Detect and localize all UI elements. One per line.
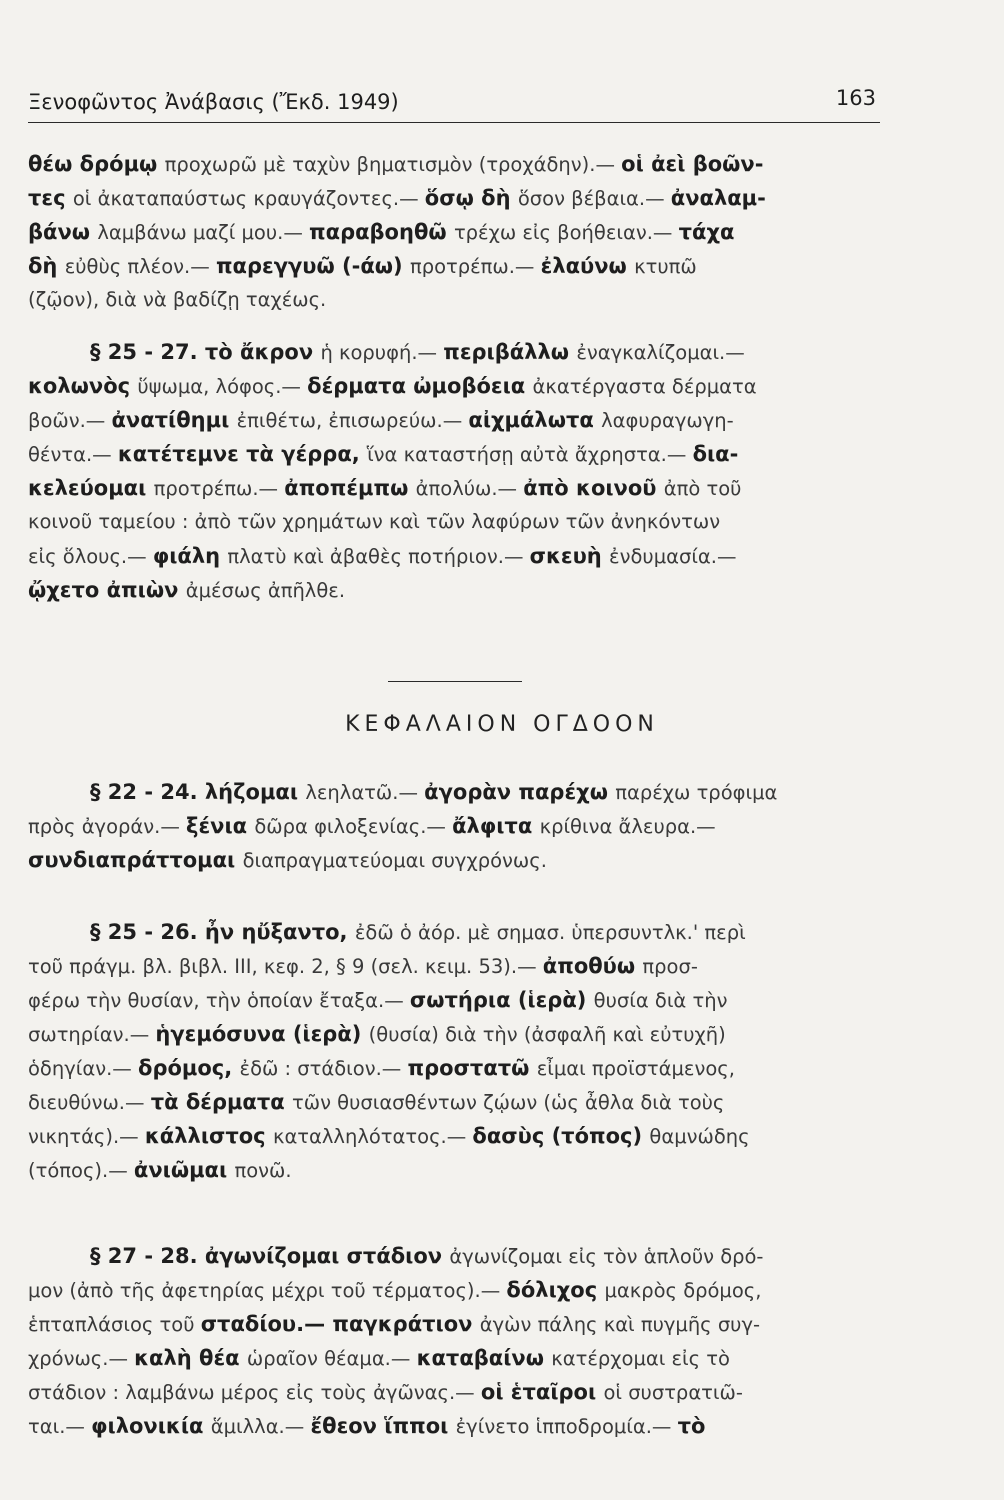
lemma: καλὴ θέα <box>134 1346 247 1370</box>
text-line <box>28 506 896 538</box>
gloss: λαμβάνω μαζί μου.— <box>97 221 310 244</box>
lemma: ἀνατίθημι <box>111 408 237 432</box>
lemma: οἱ ἀεὶ βοῶν- <box>621 152 764 176</box>
lemma: ἀποπέμπω <box>284 476 416 500</box>
gloss: ἐναγκαλίζομαι.— <box>576 341 745 364</box>
lemma: παρεγγυῶ (-άω) <box>215 254 410 278</box>
gloss: προσ- <box>642 955 698 978</box>
lemma: § 27 - 28. ἀγωνίζομαι στάδιον <box>90 1244 450 1268</box>
gloss: ἐγίνετο ἱπποδρομία.— <box>455 1415 678 1438</box>
gloss: πρὸς ἀγοράν.— <box>28 815 187 838</box>
gloss: οἱ ἀκαταπαύστως κραυγάζοντες.— <box>72 187 425 210</box>
gloss: ἐπιθέτω, ἐπισωρεύω.— <box>236 409 469 432</box>
running-header <box>28 82 880 123</box>
text-line <box>28 250 896 282</box>
lemma: θέω δρόμῳ <box>28 152 165 176</box>
gloss: νικητάς).— <box>28 1125 145 1148</box>
gloss: ὕψωμα, λόφος.— <box>137 375 308 398</box>
text-line <box>28 216 896 248</box>
gloss: λαφυραγωγη- <box>601 409 734 432</box>
lemma: δασὺς (τόπος) <box>472 1124 650 1148</box>
gloss: μον (ἀπὸ τῆς ἀφετηρίας μέχρι τοῦ τέρματος).— <box>28 1279 507 1302</box>
lemma: ἡγεμόσυνα (ἱερὰ) <box>155 1022 369 1046</box>
gloss: πλατὺ καὶ ἀβαθὲς ποτήριον.— <box>227 545 530 568</box>
lemma: § 25 - 26. ἦν ηὔξαντο, <box>90 920 355 944</box>
gloss: εἶμαι προϊστάμενος, <box>536 1057 735 1080</box>
text-line <box>28 1086 896 1118</box>
gloss: ἡ κορυφή.— <box>320 341 444 364</box>
gloss: διαπραγματεύομαι συγχρόνως. <box>242 849 547 872</box>
lemma: φιλονικία <box>91 1414 211 1438</box>
text-line <box>28 1342 896 1374</box>
lemma: δόλιχος <box>506 1278 605 1302</box>
gloss: κατέρχομαι εἰς τὸ <box>551 1347 730 1370</box>
gloss: βοῶν.— <box>28 409 112 432</box>
text-line <box>28 148 896 180</box>
gloss: ἐνδυμασία.— <box>609 545 737 568</box>
gloss: χρόνως.— <box>28 1347 135 1370</box>
text-line <box>28 370 896 402</box>
lemma: § 22 - 24. λήζομαι <box>90 780 306 804</box>
gloss: ὁδηγίαν.— <box>28 1057 139 1080</box>
text-line <box>28 1154 896 1186</box>
gloss: ἀπολύω.— <box>415 477 524 500</box>
section-divider <box>388 681 522 682</box>
lemma: τες <box>28 186 73 210</box>
gloss: τρέχω εἰς βοήθειαν.— <box>453 221 679 244</box>
gloss: καταλληλότατος.— <box>272 1125 473 1148</box>
gloss: φέρω τὴν θυσίαν, τὴν ὁποίαν ἔταξα.— <box>28 989 410 1012</box>
text-line <box>28 1376 896 1408</box>
gloss: τῶν θυσιασθέντων ζῴων (ὡς ἆθλα διὰ τοὺς <box>292 1091 725 1114</box>
lemma: κατέτεμνε τὰ γέρρα, <box>117 442 368 466</box>
chapter-heading: ΚΕΦΑΛΑΙΟΝ ΟΓΔΟΟΝ <box>345 712 659 737</box>
gloss: δῶρα φιλοξενίας.— <box>254 815 453 838</box>
lemma: φιάλη <box>152 544 228 568</box>
lemma: ἀνιῶμαι <box>133 1158 235 1182</box>
text-line <box>28 1052 896 1084</box>
gloss: θαμνώδης <box>649 1125 750 1148</box>
lemma: ἀγορὰν παρέχω <box>424 780 616 804</box>
gloss: παρέχω τρόφιμα <box>615 781 778 804</box>
lemma: παραβοηθῶ <box>309 220 454 244</box>
lemma: καταβαίνω <box>416 1346 552 1370</box>
gloss: ἀμέσως ἀπῆλθε. <box>185 579 346 602</box>
gloss: κτυπῶ <box>634 255 697 278</box>
lemma: δέρματα ὠμοβόεια <box>307 374 533 398</box>
gloss: ἀγὼν πάλης καὶ πυγμῆς συγ- <box>479 1313 761 1336</box>
lemma: δια- <box>692 442 739 466</box>
gloss: ἀγωνίζομαι εἰς τὸν ἁπλοῦν δρό- <box>449 1245 764 1268</box>
text-line <box>28 336 958 368</box>
text-line <box>28 1410 896 1442</box>
text-line <box>28 1120 896 1152</box>
gloss: προχωρῶ μὲ ταχὺν βηματισμὸν (τροχάδην).— <box>164 153 622 176</box>
lemma: ἐλαύνω <box>540 254 635 278</box>
gloss: κοινοῦ ταμείου : ἀπὸ τῶν χρημάτων καὶ τῶν λαφύρων τῶν ἀνηκόντων <box>28 510 721 533</box>
lemma: ᾤχετο ἀπιὼν <box>28 578 186 602</box>
lemma: ἀπὸ κοινοῦ <box>523 476 664 500</box>
gloss: ἐδῶ ὁ ἀόρ. μὲ σημασ. ὑπερσυντλκ.' περὶ <box>354 921 746 944</box>
text-line <box>28 916 958 948</box>
gloss: ὡραῖον θέαμα.— <box>246 1347 417 1370</box>
gloss: στάδιον : λαμβάνω μέρος εἰς τοὺς ἀγῶνας.— <box>28 1381 481 1404</box>
lemma: τὰ δέρματα <box>150 1090 292 1114</box>
text-line <box>28 1274 896 1306</box>
lemma: ὅσῳ δὴ <box>424 186 518 210</box>
lemma: σκευὴ <box>529 544 610 568</box>
lemma: δρόμος, <box>138 1056 240 1080</box>
lemma: δὴ <box>28 254 65 278</box>
gloss: ἐδῶ : στάδιον.— <box>239 1057 408 1080</box>
gloss: (ζῷον), διὰ νὰ βαδίζῃ ταχέως. <box>28 288 327 311</box>
gloss: ἵνα καταστήσῃ αὐτὰ ἄχρηστα.— <box>367 443 693 466</box>
text-line <box>28 574 896 606</box>
lemma: βάνω <box>28 220 98 244</box>
lemma: ξένια <box>186 814 255 838</box>
gloss: ται.— <box>28 1415 92 1438</box>
text-line <box>28 284 896 316</box>
gloss: ἅμιλλα.— <box>210 1415 311 1438</box>
lemma: αἰχμάλωτα <box>468 408 602 432</box>
gloss: προτρέπω.— <box>409 255 541 278</box>
gloss: (θυσία) διὰ τὴν (ἀσφαλῆ καὶ εὐτυχῆ) <box>368 1023 726 1046</box>
gloss: σωτηρίαν.— <box>28 1023 156 1046</box>
lemma: περιβάλλω <box>443 340 577 364</box>
gloss: κρίθινα ἄλευρα.— <box>539 815 716 838</box>
gloss: ὅσον βέβαια.— <box>517 187 671 210</box>
gloss: ἀκατέργαστα δέρματα <box>532 375 757 398</box>
text-line <box>28 950 896 982</box>
lemma: σωτήρια (ἱερὰ) <box>409 988 594 1012</box>
text-line <box>28 438 896 470</box>
gloss: πονῶ. <box>234 1159 292 1182</box>
lemma: οἱ ἑταῖροι <box>480 1380 604 1404</box>
lemma: § 25 - 27. τὸ ἄκρον <box>90 340 321 364</box>
gloss: διευθύνω.— <box>28 1091 151 1114</box>
gloss: (τόπος).— <box>28 1159 134 1182</box>
lemma: ἔθεον ἵπποι <box>310 1414 456 1438</box>
gloss: εἰς ὅλους.— <box>28 545 153 568</box>
lemma: τὸ <box>677 1414 706 1438</box>
gloss: εὐθὺς πλέον.— <box>64 255 216 278</box>
gloss: θέντα.— <box>28 443 118 466</box>
gloss: οἱ συστρατιῶ- <box>603 1381 743 1404</box>
gloss: θυσία διὰ τὴν <box>593 989 728 1012</box>
text-line <box>28 1018 896 1050</box>
text-line <box>28 844 896 876</box>
lemma: ἄλφιτα <box>452 814 540 838</box>
lemma: τάχα <box>678 220 735 244</box>
text-line <box>28 404 896 436</box>
lemma: κολωνὸς <box>28 374 138 398</box>
lemma: προστατῶ <box>407 1056 537 1080</box>
text-line <box>28 1240 958 1272</box>
lemma: σταδίου.— παγκράτιον <box>200 1312 480 1336</box>
gloss: τοῦ πράγμ. βλ. βιβλ. III, κεφ. 2, § 9 (σελ. κειμ. 53).— <box>28 955 543 978</box>
text-line <box>28 984 896 1016</box>
lemma: ἀναλαμ- <box>670 186 766 210</box>
gloss: λεηλατῶ.— <box>305 781 425 804</box>
text-line <box>28 540 896 572</box>
page-number: 163 <box>835 86 876 110</box>
text-line <box>28 182 896 214</box>
lemma: κελεύομαι <box>28 476 154 500</box>
text-line <box>28 776 958 808</box>
gloss: μακρὸς δρόμος, <box>604 1279 762 1302</box>
lemma: ἀποθύω <box>542 954 643 978</box>
lemma: κάλλιστος <box>144 1124 273 1148</box>
gloss: προτρέπω.— <box>153 477 285 500</box>
text-line <box>28 472 896 504</box>
running-title: Ξενοφῶντος Ἀνάβασις (Ἔκδ. 1949) <box>28 90 399 114</box>
text-line <box>28 810 896 842</box>
lemma: συνδιαπράττομαι <box>28 848 243 872</box>
gloss: ἀπὸ τοῦ <box>663 477 742 500</box>
text-line <box>28 1308 896 1340</box>
gloss: ἑπταπλάσιος τοῦ <box>28 1313 201 1336</box>
